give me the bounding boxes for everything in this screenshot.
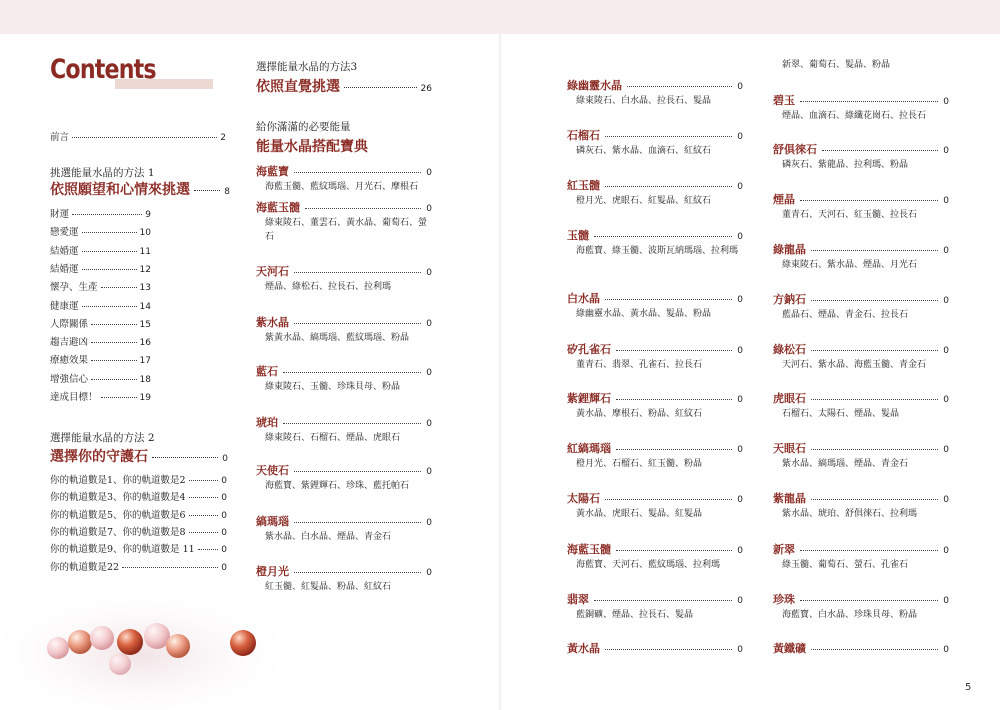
gem-pairings: 藍晶石、煙晶、青金石、拉長石: [782, 310, 909, 320]
gem-name: 海藍寶: [256, 165, 289, 178]
toc-label: 結婚運: [50, 263, 79, 275]
leader-dots: [605, 136, 732, 137]
gem-name: 藍石: [256, 365, 278, 378]
gem-pairings: 黃水晶、摩根石、粉晶、紅紋石: [576, 409, 703, 419]
toc-page: 0: [426, 268, 432, 278]
gem-entry[interactable]: [256, 199, 432, 215]
leader-dots: [305, 208, 421, 209]
gem-entry[interactable]: [567, 341, 743, 357]
leader-dots: [82, 306, 137, 307]
gem-name: 綠龍晶: [773, 243, 806, 256]
gem-entry[interactable]: [567, 390, 743, 406]
toc-page: 0: [737, 596, 743, 606]
toc-label: 健康運: [50, 300, 79, 312]
leader-dots: [82, 232, 137, 233]
section-title: 選擇你的守護石: [50, 449, 148, 465]
gem-pairings: 海藍寶、白水晶、珍珠貝母、粉晶: [782, 610, 918, 620]
leader-dots: [283, 423, 421, 424]
toc-row[interactable]: [50, 316, 151, 330]
gem-pairings: 煙晶、血滴石、綠纖花崗石、拉長石: [782, 111, 927, 121]
gem-entry[interactable]: [773, 191, 949, 207]
gem-name: 紅縞瑪瑙: [567, 442, 611, 455]
gem-pairings: 磷灰石、紫龍晶、拉利瑪、粉晶: [782, 160, 909, 170]
gem-name: 方鈉石: [773, 293, 806, 306]
gem-pairings: 紫水晶、縞瑪瑙、煙晶、青金石: [782, 459, 909, 469]
toc-row[interactable]: [50, 524, 227, 538]
gem-entry[interactable]: [567, 177, 743, 193]
toc-page: 0: [426, 319, 432, 329]
gem-name: 虎眼石: [773, 392, 806, 405]
gem-entry[interactable]: [256, 462, 432, 478]
gem-name: 黃水晶: [567, 642, 600, 655]
toc-label: 戀愛運: [50, 227, 79, 239]
toc-page: 0: [737, 132, 743, 142]
toc-page: 0: [943, 395, 949, 405]
gem-pairings: 藍銅礦、煙晶、拉長石、髮晶: [576, 610, 694, 620]
leader-dots: [91, 342, 137, 343]
gem-pairings: 海藍寶、綠玉髓、波斯瓦納瑪瑙、拉利瑪: [576, 246, 739, 256]
toc-page: 0: [426, 204, 432, 214]
page-number: 5: [965, 682, 972, 693]
leader-dots: [194, 190, 220, 191]
gem-pairings: 董青石、翡翠、孔雀石、拉長石: [576, 360, 703, 370]
toc-page: 16: [139, 338, 151, 349]
leader-dots: [294, 172, 421, 173]
leader-dots: [594, 600, 732, 601]
section-title: 能量水晶搭配寶典: [256, 139, 368, 155]
toc-page: 0: [737, 395, 743, 405]
gem-pairings: 綠東陵石、董雲石、黃水晶、葡萄石、螢石: [265, 218, 428, 242]
gem-entry[interactable]: [256, 314, 432, 330]
gem-pairings: 綠東陵石、石榴石、煙晶、虎眼石: [265, 433, 401, 443]
toc-page: 0: [221, 527, 227, 538]
gem-pairings: 綠東陵石、紫水晶、煙晶、月光石: [782, 260, 918, 270]
leader-dots: [72, 214, 142, 215]
leader-dots: [800, 200, 938, 201]
gem-name: 縞瑪瑙: [256, 515, 289, 528]
gem-pairings: 磷灰石、紫水晶、血滴石、紅紋石: [576, 146, 712, 156]
leader-dots: [189, 532, 219, 533]
toc-page: 0: [943, 645, 949, 655]
gem-pairings: 紅玉髓、紅髮晶、粉晶、紅紋石: [265, 582, 392, 592]
toc-label: 趨吉避凶: [50, 337, 89, 349]
toc-page: 0: [221, 510, 227, 521]
leader-dots: [800, 550, 938, 551]
leader-dots: [605, 186, 732, 187]
gem-pairings: 紫黃水晶、縞瑪瑙、藍紋瑪瑙、粉晶: [265, 333, 410, 343]
gem-pairings: 天河石、紫水晶、海藍玉髓、青金石: [782, 360, 927, 370]
gem-name: 碧玉: [773, 94, 795, 107]
toc-page: 0: [943, 97, 949, 107]
gem-name: 新翠: [773, 543, 795, 556]
toc-label: 療癒效果: [50, 355, 89, 367]
gem-pairings: 紫水晶、琥珀、舒俱徠石、拉利瑪: [782, 509, 918, 519]
leader-dots: [605, 299, 732, 300]
leader-dots: [294, 471, 421, 472]
gem-name: 橙月光: [256, 565, 289, 578]
gem-name: 珍珠: [773, 593, 795, 606]
toc-label: 財運: [50, 209, 70, 220]
gem-pairings: 橙月光、石榴石、紅玉髓、粉晶: [576, 459, 703, 469]
gem-name: 白水晶: [567, 292, 600, 305]
toc-page: 0: [943, 596, 949, 606]
gem-pairings: 綠東陵石、白水晶、拉長石、髮晶: [576, 96, 712, 106]
leader-dots: [189, 515, 219, 516]
toc-page: 18: [139, 374, 151, 385]
toc-row[interactable]: [50, 371, 151, 385]
gem-entry[interactable]: [773, 341, 949, 357]
gem-entry[interactable]: [256, 513, 432, 529]
leader-dots: [91, 324, 137, 325]
gem-entry[interactable]: [773, 141, 949, 157]
toc-page: 0: [943, 296, 949, 306]
toc-page: 0: [426, 368, 432, 378]
gem-pairings: 煙晶、綠松石、拉長石、拉利瑪: [265, 282, 392, 292]
method1-title[interactable]: [50, 179, 230, 199]
method2-title[interactable]: [50, 446, 228, 466]
method2-heading: 選擇能量水晶的方法 2: [50, 432, 155, 444]
toc-page: 0: [737, 546, 743, 556]
leader-dots: [605, 649, 732, 650]
leader-dots: [101, 397, 137, 398]
leader-dots: [82, 269, 137, 270]
leader-dots: [811, 399, 938, 400]
leader-dots: [91, 379, 137, 380]
toc-page: 0: [426, 568, 432, 578]
book-spine: [498, 34, 502, 710]
leader-dots: [294, 572, 421, 573]
toc-page: 17: [139, 356, 151, 367]
method3-title[interactable]: [256, 76, 432, 96]
gem-name: 太陽石: [567, 492, 600, 505]
gem-name: 天使石: [256, 464, 289, 477]
toc-page: 13: [139, 283, 151, 294]
leader-dots: [594, 236, 732, 237]
toc-page: 0: [943, 146, 949, 156]
gem-pairings: 綠東陵石、玉髓、珍珠貝母、粉晶: [265, 382, 401, 392]
gem-name: 紫水晶: [256, 316, 289, 329]
toc-page: 0: [943, 445, 949, 455]
crystal-beads-image: [0, 560, 300, 710]
guide-title: [256, 136, 368, 156]
toc-page: 0: [737, 346, 743, 356]
toc-label: 人際關係: [50, 318, 89, 330]
toc-page: 0: [737, 495, 743, 505]
gem-entry[interactable]: [256, 263, 432, 279]
leader-dots: [800, 600, 938, 601]
leader-dots: [72, 137, 217, 138]
gem-entry[interactable]: [567, 640, 743, 656]
gem-name: 紅玉髓: [567, 179, 600, 192]
gem-entry[interactable]: [256, 163, 432, 179]
gem-entry[interactable]: [773, 92, 949, 108]
leader-dots: [800, 101, 938, 102]
gem-entry[interactable]: [567, 490, 743, 506]
toc-row[interactable]: [50, 507, 227, 521]
gem-entry[interactable]: [256, 363, 432, 379]
method3-heading: 選擇能量水晶的方法3: [256, 61, 358, 73]
toc-label: 你的軌道數是5、你的軌道數是6: [50, 509, 186, 521]
continued-sub: 新翠、葡萄石、髮晶、粉晶: [782, 60, 891, 70]
gem-name: 黃鐵礦: [773, 642, 806, 655]
leader-dots: [294, 272, 421, 273]
top-band: [0, 0, 1000, 34]
toc-page: 15: [139, 319, 151, 330]
leader-dots: [811, 449, 938, 450]
toc-row[interactable]: [50, 261, 151, 275]
toc-page: 19: [139, 393, 151, 403]
toc-page: 0: [426, 467, 432, 477]
leader-dots: [198, 549, 219, 550]
gem-pairings: 石榴石、太陽石、煙晶、髮晶: [782, 409, 900, 419]
leader-dots: [189, 497, 219, 498]
leader-dots: [811, 250, 938, 251]
leader-dots: [627, 86, 732, 87]
gem-name: 海藍玉髓: [567, 543, 611, 556]
toc-page: 0: [426, 419, 432, 429]
toc-row[interactable]: [50, 279, 151, 293]
toc-page: 0: [737, 445, 743, 455]
toc-page: 0: [943, 246, 949, 256]
gem-pairings: 橙月光、虎眼石、紅髮晶、紅紋石: [576, 196, 712, 206]
gem-name: 琥珀: [256, 416, 278, 429]
leader-dots: [616, 350, 732, 351]
gem-name: 紫鋰輝石: [567, 392, 611, 405]
toc-page: 0: [737, 645, 743, 655]
toc-page: 0: [737, 232, 743, 242]
toc-row[interactable]: [50, 352, 151, 366]
toc-page: 2: [220, 133, 226, 143]
gem-pairings: 海藍玉髓、藍紋瑪瑙、月光石、摩根石: [265, 182, 419, 192]
toc-page: 0: [221, 545, 227, 556]
toc-page: 0: [426, 518, 432, 528]
gem-entry[interactable]: [773, 241, 949, 257]
leader-dots: [101, 287, 137, 288]
toc-page: 0: [222, 454, 228, 464]
section-title: 依照直覺挑選: [256, 79, 340, 95]
toc-page: 0: [737, 82, 743, 92]
leader-dots: [811, 350, 938, 351]
gem-entry[interactable]: [567, 77, 743, 93]
toc-page: 11: [139, 246, 151, 257]
toc-page: 0: [221, 493, 227, 504]
toc-preface[interactable]: [50, 129, 226, 143]
gem-pairings: 董青石、天河石、紅玉髓、拉長石: [782, 210, 918, 220]
leader-dots: [344, 87, 417, 88]
leader-dots: [811, 300, 938, 301]
toc-row[interactable]: [50, 298, 151, 312]
toc-page: 8: [224, 187, 230, 197]
toc-row[interactable]: [50, 541, 227, 555]
gem-pairings: 綠幽靈水晶、黃水晶、髮晶、粉晶: [576, 309, 712, 319]
gem-name: 翡翠: [567, 593, 589, 606]
leader-dots: [82, 251, 137, 252]
toc-label: 懷孕、生產: [50, 282, 98, 294]
gem-name: 舒俱徠石: [773, 143, 817, 156]
toc-label: 增強信心: [50, 373, 89, 385]
gem-entry[interactable]: [567, 591, 743, 607]
gem-entry[interactable]: [773, 591, 949, 607]
leader-dots: [811, 649, 938, 650]
guide-heading: 給你滿滿的必要能量: [256, 121, 351, 133]
gem-name: 紫龍晶: [773, 492, 806, 505]
gem-pairings: 紫水晶、白水晶、煙晶、青金石: [265, 532, 392, 542]
gem-name: 煙晶: [773, 193, 795, 206]
gem-entry[interactable]: [773, 490, 949, 506]
leader-dots: [294, 323, 421, 324]
toc-row[interactable]: [50, 489, 227, 503]
leader-dots: [294, 522, 421, 523]
toc-label: 你的軌道數是1、你的軌道數是2: [50, 475, 186, 486]
gem-entry[interactable]: [773, 291, 949, 307]
gem-name: 海藍玉髓: [256, 201, 300, 214]
toc-page: 26: [420, 84, 432, 94]
gem-entry[interactable]: [567, 227, 743, 243]
leader-dots: [283, 372, 421, 373]
toc-page: 12: [139, 264, 151, 275]
gem-pairings: 黃水晶、虎眼石、髮晶、紅髮晶: [576, 509, 703, 519]
gem-name: 天河石: [256, 265, 289, 278]
gem-entry[interactable]: [773, 440, 949, 456]
gem-name: 石榴石: [567, 129, 600, 142]
toc-row[interactable]: [50, 243, 151, 257]
gem-name: 天眼石: [773, 442, 806, 455]
gem-entry[interactable]: [773, 390, 949, 406]
toc-row[interactable]: [50, 224, 151, 238]
gem-name: 矽孔雀石: [567, 343, 611, 356]
leader-dots: [822, 150, 938, 151]
toc-page: 0: [426, 168, 432, 178]
leader-dots: [616, 550, 732, 551]
gem-pairings: 綠玉髓、葡萄石、螢石、孔雀石: [782, 560, 909, 570]
toc-page: 14: [139, 301, 151, 312]
toc-page: 0: [943, 495, 949, 505]
gem-name: 玉髓: [567, 229, 589, 242]
toc-label: 你的軌道數是7、你的軌道數是8: [50, 526, 186, 538]
toc-page: 0: [943, 196, 949, 206]
toc-label: 你的軌道數是22: [50, 561, 120, 573]
leader-dots: [152, 457, 218, 458]
gem-pairings: 海藍寶、紫鋰輝石、珍珠、藍托帕石: [265, 481, 410, 491]
gem-entry[interactable]: [773, 640, 949, 656]
toc-page: 10: [139, 228, 151, 239]
toc-label: 達成目標！: [50, 392, 98, 403]
toc-label: 你的軌道數是9、你的軌道數是 11: [50, 544, 195, 556]
toc-row[interactable]: [50, 334, 151, 348]
toc-page: 9: [145, 210, 151, 220]
leader-dots: [616, 399, 732, 400]
toc-label: 結婚運: [50, 245, 79, 257]
toc-page: 0: [221, 562, 227, 573]
toc-row[interactable]: [50, 389, 151, 403]
toc-label: 你的軌道數是3、你的軌道數是4: [50, 492, 186, 504]
toc-row[interactable]: [50, 206, 151, 220]
toc-page: 0: [943, 546, 949, 556]
method1-heading: 挑選能量水晶的方法 1: [50, 167, 155, 179]
leader-dots: [605, 499, 732, 500]
leader-dots: [91, 360, 137, 361]
contents-heading: Contents: [50, 54, 156, 85]
gem-entry[interactable]: [567, 541, 743, 557]
gem-name: 綠幽靈水晶: [567, 79, 622, 92]
gem-entry[interactable]: [256, 414, 432, 430]
toc-page: 0: [737, 182, 743, 192]
gem-entry[interactable]: [256, 563, 432, 579]
toc-page: 0: [943, 346, 949, 356]
gem-entry[interactable]: [567, 127, 743, 143]
gem-name: 綠松石: [773, 343, 806, 356]
leader-dots: [189, 480, 219, 481]
gem-pairings: 海藍寶、天河石、藍紋瑪瑙、拉利瑪: [576, 560, 721, 570]
leader-dots: [811, 499, 938, 500]
gem-entry[interactable]: [773, 541, 949, 557]
toc-label: 前言: [50, 132, 70, 143]
toc-row[interactable]: [50, 472, 227, 486]
section-title: 依照願望和心情來挑選: [50, 182, 190, 198]
gem-entry[interactable]: [567, 440, 743, 456]
leader-dots: [616, 449, 732, 450]
toc-page: 0: [221, 476, 227, 486]
toc-page: 0: [737, 295, 743, 305]
gem-entry[interactable]: [567, 290, 743, 306]
